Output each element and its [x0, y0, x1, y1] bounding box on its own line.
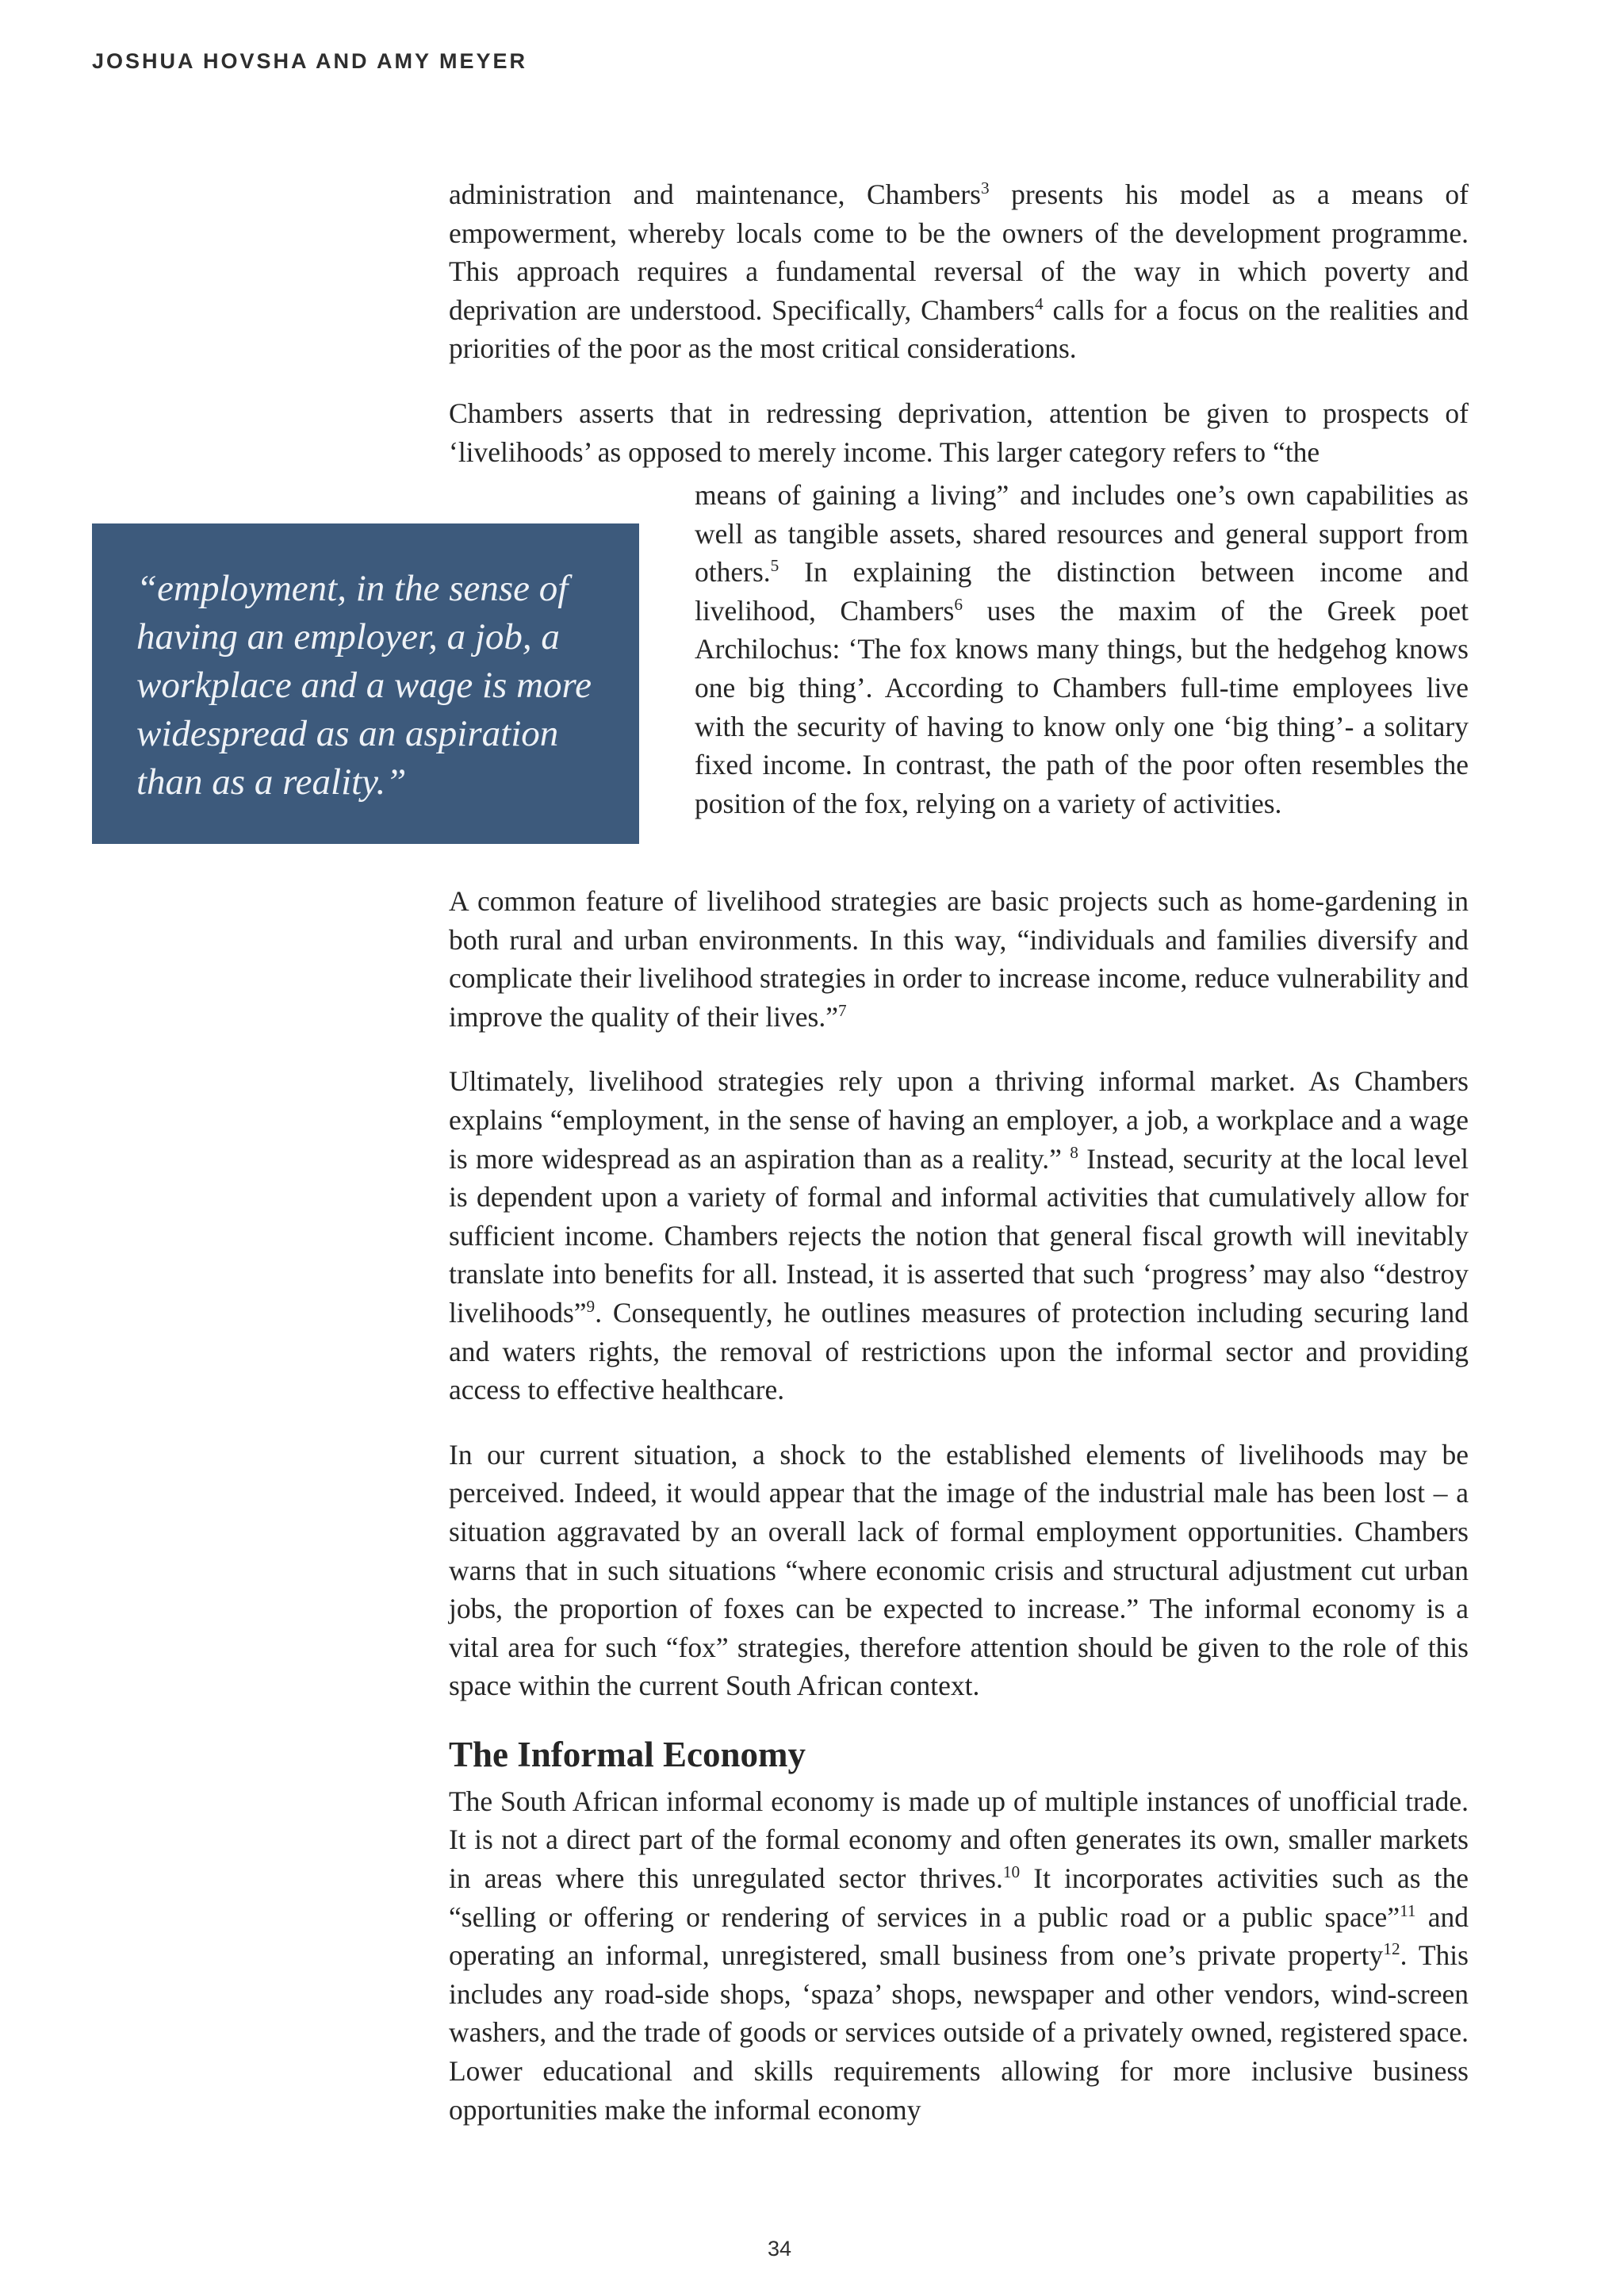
pull-quote-box: [92, 523, 639, 844]
page-number: 34: [767, 2237, 792, 2261]
footnote-ref: 10: [1002, 1862, 1021, 1882]
body-paragraph-1: administration and maintenance, Chambers$^3$ presents his model as a means of empowerment, whereby locals come to be the owners of the development programme. This approach requires a fundamental reversal of the way in which poverty and deprivation are understood. Specifically, Chambers$^4$ calls for a focus on the realities and priorities of the poor as the most critical considerations.: [449, 178, 1469, 365]
lower-text-column: [449, 882, 1469, 2129]
main-text-column: [449, 175, 1469, 497]
section-heading: The Informal Economy: [449, 1734, 806, 1774]
pull-quote-text: “employment, in the sense of having an employer, a job, a workplace and a wage is more widespread as an aspiration than as a reality.”: [136, 568, 592, 803]
footnote-ref: 8: [1070, 1142, 1078, 1162]
footnote-ref: 3: [980, 178, 990, 198]
body-paragraph-5: In our current situation, a shock to the established elements of livelihoods may be perceived. Indeed, it would appear that the image of the industrial male has been lost – a situation aggravated by an overall lack of formal employment opportunities. Chambers warns that in such situations “where economic crisis and structural adjustment cut urban jobs, the proportion of foxes can be expected to increase.” The informal economy is a vital area for such “fox” strategies, therefore attention should be given to the role of this space within the current South African context.: [449, 1438, 1469, 1702]
body-paragraph-2: Chambers asserts that in redressing deprivation, attention be given to prospects of ‘livelihoods’ as opposed to merely income. This larger category refers to “the: [449, 397, 1469, 468]
footnote-ref: 6: [954, 594, 963, 614]
footnote-ref: 11: [1400, 1900, 1416, 1920]
footnote-ref: 4: [1035, 293, 1044, 313]
body-paragraph-2-continued: means of gaining a living” and includes one’s own capabilities as well as tangible assets, shared resources and general support from others.$^5$ In explaining the distinction between income and livelihood, Chambers$^6$ uses the maxim of the Greek poet Archilochus: ‘The fox knows many things, but the hedgehog knows one big thing’. According to Chambers full-time employees live with the security of having to know only one ‘big thing’- a solitary fixed income. In contrast, the path of the poor often resembles the position of the fox, relying on a variety of activities.: [695, 479, 1469, 819]
footnote-ref: 7: [837, 1000, 847, 1020]
body-paragraph-6: The South African informal economy is made up of multiple instances of unofficial trade. It is not a direct part of the formal economy and often generates its own, smaller markets in areas where this unregulated sector thrives.$^{10}$ It incorporates activities such as the “selling or offering or rendering of services in a public road or a public space”$^{11}$ and operating an informal, unregistered, small business from one’s private property$^{12}$. This includes any road-side shops, ‘spaza’ shops, newspaper and other vendors, wind-screen washers, and the trade of goods or services outside of a privately owned, registered space. Lower educational and skills requirements allowing for more inclusive business opportunities make the informal economy: [449, 1785, 1469, 2126]
running-header: JOSHUA HOVSHA AND AMY MEYER: [92, 49, 528, 73]
body-paragraph-3: A common feature of livelihood strategies are basic projects such as home-gardening in both rural and urban environments. In this way, “individuals and families diversify and complicate their livelihood strategies in order to increase income, reduce vulnerability and improve the quality of their lives.”$^7$: [449, 885, 1469, 1033]
footnote-ref: 12: [1383, 1939, 1400, 1959]
wrapped-text-column: [695, 476, 1469, 823]
body-paragraph-4: Ultimately, livelihood strategies rely upon a thriving informal market. As Chambers explains “employment, in the sense of having an employer, a job, a workplace and a wage is more widespread as an aspiration than as a reality.” $^8$ Instead, security at the local level is dependent upon a variety of formal and informal activities that cumulatively allow for sufficient income. Chambers rejects the notion that general fiscal growth will inevitably translate into benefits for all. Instead, it is asserted that such ‘progress’ may also “destroy livelihoods”$^9$. Consequently, he outlines measures of protection including securing land and waters rights, the removal of restrictions upon the informal sector and providing access to effective healthcare.: [449, 1065, 1469, 1406]
footnote-ref: 9: [586, 1297, 596, 1317]
footnote-ref: 5: [770, 556, 779, 576]
